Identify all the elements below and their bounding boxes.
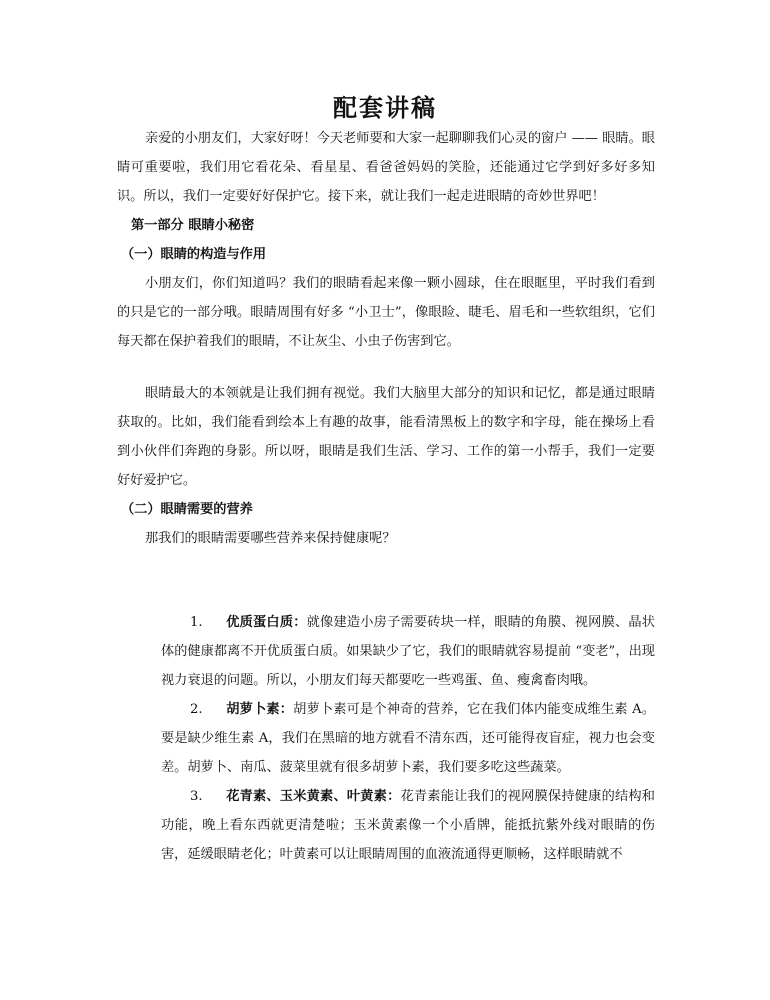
section1-heading: （一）眼睛的构造与作用	[121, 247, 267, 262]
document-title: 配套讲稿	[333, 93, 437, 122]
list-item-term: 优质蛋白质：	[226, 615, 307, 630]
part1-heading: 第一部分 眼睛小秘密	[131, 218, 255, 233]
list-item-term: 胡萝卜素：	[226, 702, 294, 717]
paragraph-spacer	[117, 356, 655, 379]
section1-paragraph-2: 眼睛最大的本领就是让我们拥有视觉。我们大脑里大部分的知识和记忆，都是通过眼睛获取的。比如，我们能看到绘本上有趣的故事，能看清黑板上的数字和字母，能在操场上看到小伙伴们奔跑的身影。所以呀，眼睛是我们生活、学习、工作的第一小帮手，我们一定要好好爱护它。	[117, 386, 655, 488]
section2-heading: （二）眼睛需要的营养	[121, 502, 253, 517]
list-item-term: 花青素、玉米黄素、叶黄素：	[226, 789, 401, 804]
list-item-number: 3.	[190, 789, 203, 804]
document-body	[117, 124, 655, 869]
list-item	[161, 782, 655, 869]
list-item-text: 就像建造小房子需要砖块一样，眼睛的角膜、视网膜、晶状体的健康都离不开优质蛋白质。如果缺少了它，我们的眼睛就容易提前 “变老”，出现视力衰退的问题。所以，小朋友们每天都要吃一些鸡蛋、鱼、瘦禽畜肉哦。	[161, 615, 655, 688]
list-item-number: 2.	[190, 702, 203, 717]
list-item	[161, 608, 655, 695]
paragraph-spacer	[117, 553, 655, 608]
section2-question: 那我们的眼睛需要哪些营养来保持健康呢？	[145, 531, 396, 546]
list-item	[161, 695, 655, 782]
list-item-number: 1.	[190, 615, 203, 630]
list-item-text: 胡萝卜素可是个神奇的营养，它在我们体内能变成维生素 A。要是缺少维生素 A，我们在黑暗的地方就看不清东西，还可能得夜盲症，视力也会变差。胡萝卜、南瓜、菠菜里就有很多胡萝卜素，我们要多吃这些蔬菜。	[161, 702, 656, 775]
section1-paragraph-1: 小朋友们，你们知道吗？我们的眼睛看起来像一颗小圆球，住在眼眶里，平时我们看到的只是它的一部分哦。眼睛周围有好多 “小卫士”，像眼睑、睫毛、眉毛和一些软组织，它们每天都在保护着我们的眼睛，不让灰尘、小虫子伤害到它。	[117, 276, 655, 349]
intro-paragraph: 亲爱的小朋友们，大家好呀！今天老师要和大家一起聊聊我们心灵的窗户 —— 眼睛。眼睛可重要啦，我们用它看花朵、看星星、看爸爸妈妈的笑脸，还能通过它学到好多好多知识。所以，我们一定要好好保护它。接下来，就让我们一起走进眼睛的奇妙世界吧！	[117, 131, 655, 204]
list-item-text: 花青素能让我们的视网膜保持健康的结构和功能，晚上看东西就更清楚啦；玉米黄素像一个小盾牌，能抵抗紫外线对眼睛的伤害，延缓眼睛老化；叶黄素可以让眼睛周围的血液流通得更顺畅，这样眼睛就不	[161, 789, 655, 862]
nutrient-list	[161, 608, 655, 869]
